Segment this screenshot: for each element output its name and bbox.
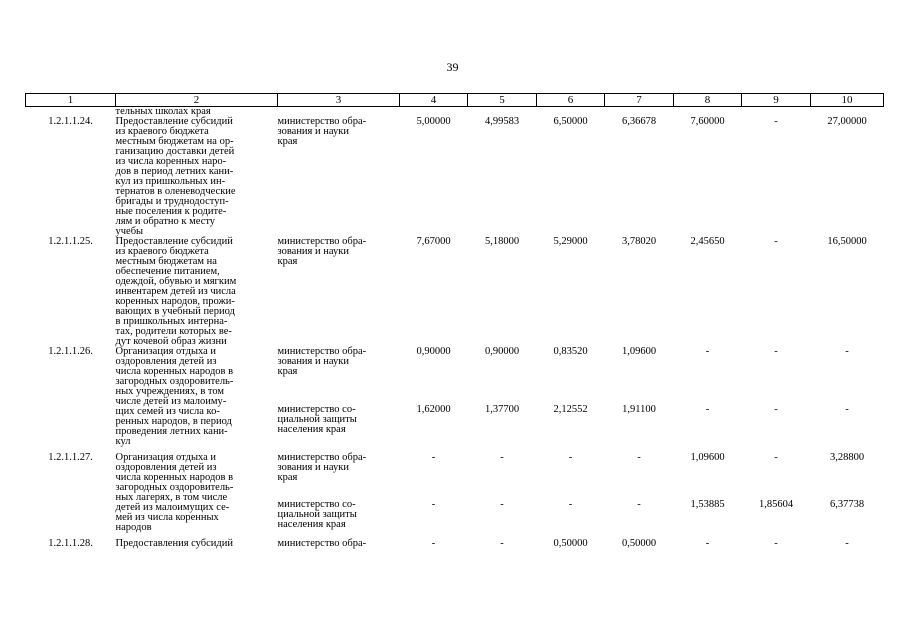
row-value: 1,09600: [690, 452, 725, 463]
row-value: 6,37738: [829, 498, 865, 510]
row-value: -: [774, 452, 778, 463]
row-agency: министерство обра- зования и науки края: [277, 236, 367, 267]
row-agency: министерство со- циальной защиты населения края: [277, 403, 357, 435]
row-value: 5,18000: [484, 236, 520, 247]
row-value: -: [845, 403, 849, 415]
row-value: 5,29000: [553, 236, 588, 247]
row-agency: министерство обра-: [277, 538, 367, 549]
row-value: -: [500, 498, 504, 510]
table-body: [26, 107, 884, 550]
row-value: 6,36678: [621, 116, 657, 127]
column-header: 8: [674, 94, 742, 107]
row-value: -: [705, 403, 710, 415]
row-agency: министерство обра- зования и науки края: [277, 452, 367, 483]
row-value: 6,50000: [553, 116, 588, 127]
row-value: 7,60000: [690, 116, 725, 127]
row-value: 1,62000: [416, 403, 451, 415]
row-agency: министерство обра- зования и науки края: [277, 116, 367, 147]
row-value: -: [845, 538, 849, 549]
column-header: 1: [26, 94, 116, 107]
row-value: -: [431, 538, 436, 549]
row-value: 0,50000: [621, 538, 657, 549]
row-value: -: [431, 452, 436, 463]
row-description: Организация отдыха и оздоровления детей из числа коренных народов в загородных оздоровитель- ных учреждениях, в том числе детей из малоиму- щих семей из числа ко- ренных народов, в период проведения летних кани- кул: [115, 346, 234, 447]
page-number: 39: [446, 60, 459, 74]
row-value: 1,85604: [758, 498, 794, 510]
column-header: 7: [605, 94, 674, 107]
column-header: 9: [742, 94, 811, 107]
row-value: -: [774, 538, 778, 549]
row-value: 16,50000: [827, 236, 867, 247]
table-row: [26, 453, 884, 500]
row-value: -: [568, 498, 573, 510]
header-row: [26, 94, 884, 107]
row-value: -: [845, 346, 849, 357]
row-value: 1,91100: [622, 403, 656, 415]
program-table: [25, 93, 884, 549]
row-value: 2,45650: [690, 236, 725, 247]
row-id: 1.2.1.1.25.: [48, 236, 93, 247]
table-row: [26, 237, 884, 347]
row-value: -: [774, 236, 778, 247]
row-id: 1.2.1.1.28.: [48, 538, 93, 549]
row-value: 27,00000: [827, 116, 867, 127]
row-id: 1.2.1.1.24.: [48, 116, 93, 127]
continuation-text: тельных школах края: [115, 106, 211, 117]
row-value: 7,67000: [416, 236, 451, 247]
column-header: 10: [811, 94, 884, 107]
row-value: 1,09600: [621, 346, 657, 357]
row-value: 1,53885: [690, 498, 725, 510]
row-description: Предоставление субсидий из краевого бюджета местным бюджетам на ор- ганизацию доставки детей из числа коренных наро- дов в период летних кани- кул из пришкольных ин- тернатов в оленеводческие бригады и труднодоступ- ные поселения к родите- лям и обратно к месту учебы: [115, 116, 236, 237]
row-value: 5,00000: [416, 116, 451, 127]
row-value: -: [568, 452, 573, 463]
row-description: Предоставления субсидий: [115, 538, 233, 549]
row-value: -: [774, 403, 778, 415]
row-value: -: [705, 346, 710, 357]
row-value: 0,90000: [416, 346, 451, 357]
row-value: -: [637, 498, 641, 510]
table-row: [26, 117, 884, 237]
row-description: Предоставление субсидий из краевого бюджета местным бюджетам на обеспечение питанием, одеждой, обувью и мягким инвентарем детей из числа коренных народов, прожи- вающих в учебный период в пришкольных интерна- тах, родители которых ве- дут кочевой образ жизни: [115, 236, 237, 347]
row-value: -: [637, 452, 641, 463]
row-value: -: [774, 346, 778, 357]
row-id: 1.2.1.1.26.: [48, 346, 93, 357]
column-header: 6: [537, 94, 605, 107]
row-value: -: [500, 452, 504, 463]
row-value: 1,37700: [484, 403, 520, 415]
table-row: [26, 347, 884, 405]
column-header: 2: [116, 94, 278, 107]
row-value: -: [500, 538, 504, 549]
row-value: 0,50000: [553, 538, 588, 549]
row-value: 2,12552: [553, 403, 588, 415]
row-value: 4,99583: [484, 116, 520, 127]
row-agency: министерство со- циальной защиты населения края: [277, 498, 357, 530]
row-value: -: [774, 116, 778, 127]
row-value: -: [431, 498, 436, 510]
row-value: 0,83520: [553, 346, 588, 357]
row-agency: министерство обра- зования и науки края: [277, 346, 367, 377]
row-value: 0,90000: [484, 346, 520, 357]
table-row: [26, 539, 884, 549]
row-value: 3,78020: [621, 236, 657, 247]
row-id: 1.2.1.1.27.: [48, 452, 93, 463]
column-header: 4: [400, 94, 468, 107]
row-value: -: [705, 538, 710, 549]
column-header: 3: [278, 94, 400, 107]
column-header: 5: [468, 94, 537, 107]
row-description: Организация отдыха и оздоровления детей из числа коренных народов в загородных оздоровитель- ных лагерях, в том числе детей из малоимущих се- мей из числа коренных народов: [115, 452, 234, 533]
row-value: 3,28800: [829, 452, 865, 463]
